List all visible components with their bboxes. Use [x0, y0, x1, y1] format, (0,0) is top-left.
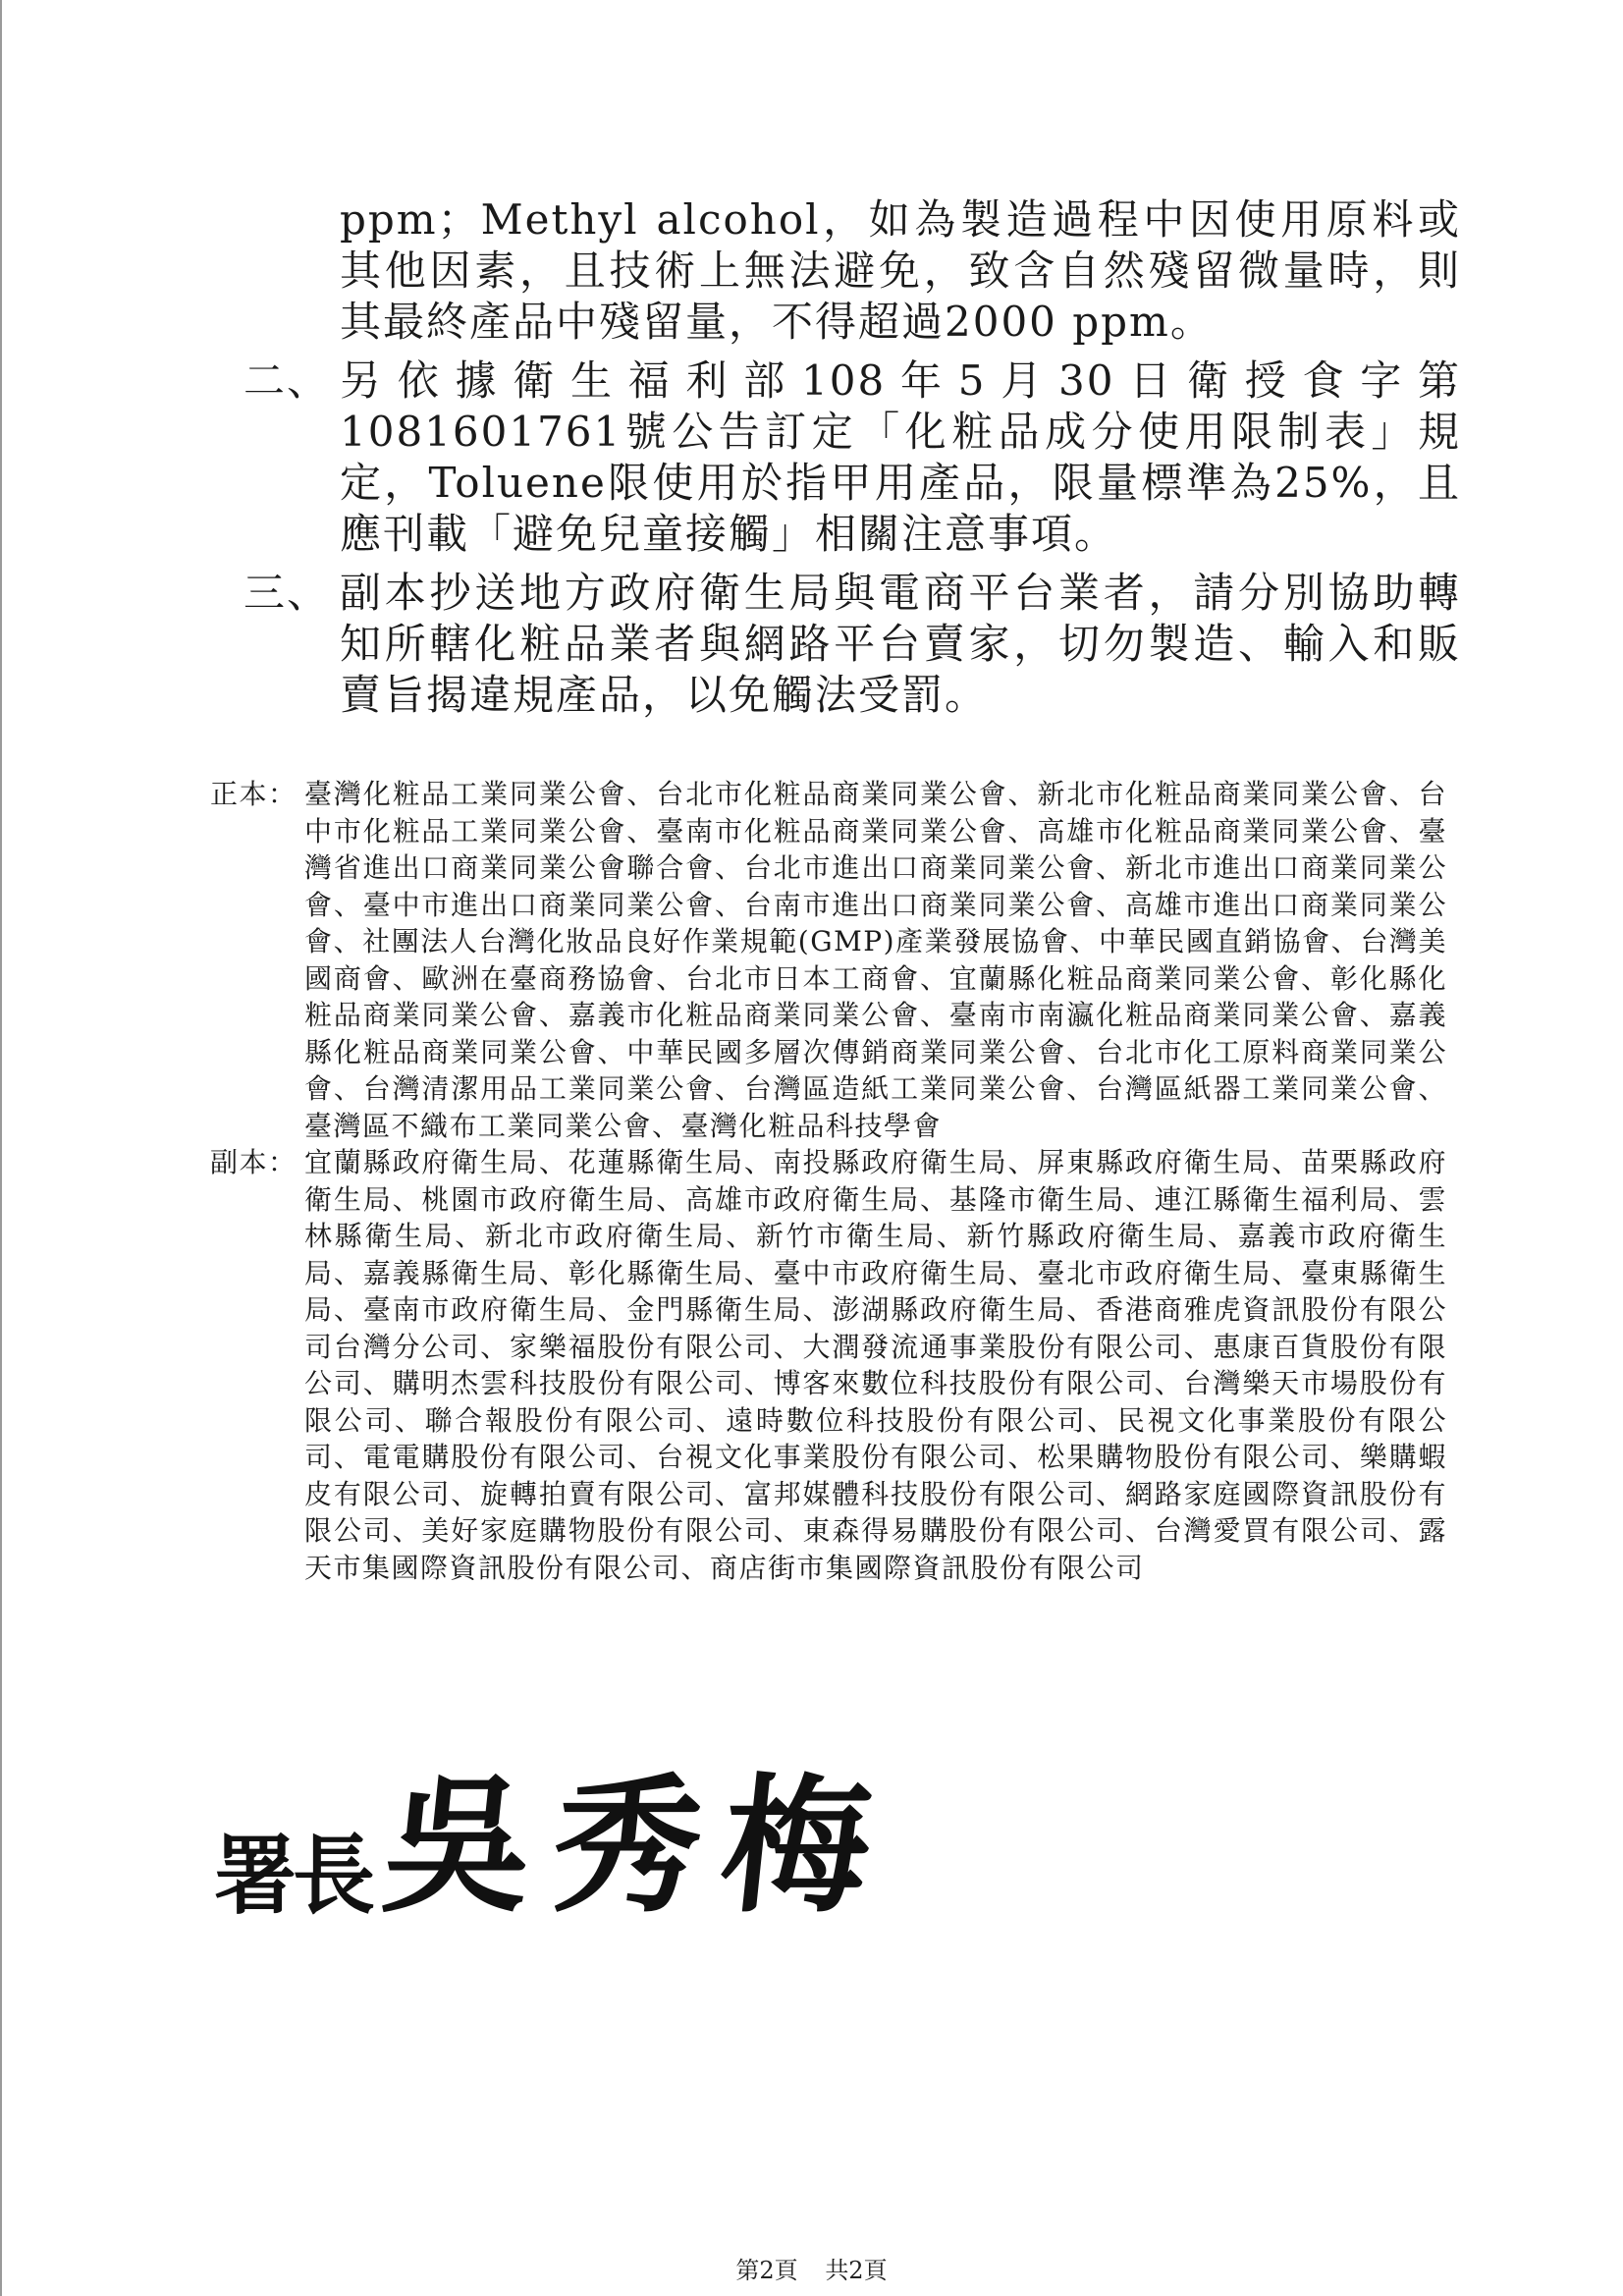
recipients-section — [210, 776, 1447, 1586]
item-text: 另依據衛生福利部108年5月30日衛授食字第1081601761號公告訂定「化粧品成分使用限制表」規定，Toluene限使用於指甲用產品，限量標準為25%，且應刊載「避免兒童接觸」相關注意事項。 — [340, 356, 1461, 558]
signature-name: 吳秀梅 — [375, 1760, 901, 1933]
page-number: 第2頁 — [735, 2257, 798, 2284]
item-number: 二、 — [243, 356, 331, 405]
signature-title: 署長 — [214, 1824, 372, 1927]
copy-recipients — [210, 1144, 1447, 1586]
page-total: 共2頁 — [825, 2257, 888, 2284]
primary-recipients-list: 臺灣化粧品工業同業公會、台北市化粧品商業同業公會、新北市化粧品商業同業公會、台中市化粧品工業同業公會、臺南市化粧品商業同業公會、高雄市化粧品商業同業公會、臺灣省進出口商業同業公會聯合會、台北市進出口商業同業公會、新北市進出口商業同業公會、臺中市進出口商業同業公會、台南市進出口商業同業公會、高雄市進出口商業同業公會、社團法人台灣化妝品良好作業規範(GMP)產業發展協會、中華民國直銷協會、台灣美國商會、歐洲在臺商務協會、台北市日本工商會、宜蘭縣化粧品商業同業公會、彰化縣化粧品商業同業公會、嘉義市化粧品商業同業公會、臺南市南瀛化粧品商業同業公會、嘉義縣化粧品商業同業公會、中華民國多層次傳銷商業同業公會、台北市化工原料商業同業公會、台灣清潔用品工業同業公會、台灣區造紙工業同業公會、台灣區紙器工業同業公會、臺灣區不織布工業同業公會、臺灣化粧品科技學會 — [304, 778, 1447, 1142]
item-text: 副本抄送地方政府衛生局與電商平台業者，請分別協助轉知所轄化粧品業者與網路平台賣家，切勿製造、輸入和販賣旨揭違規產品，以免觸法受罰。 — [340, 569, 1461, 719]
continuation-paragraph: ppm；Methyl alcohol，如為製造過程中因使用原料或其他因素，且技術上無法避免，致含自然殘留微量時，則其最終產品中殘留量，不得超過2000 ppm。 — [340, 195, 1461, 346]
primary-recipients-label: 正本： — [210, 778, 298, 810]
copy-recipients-label: 副本： — [210, 1146, 298, 1178]
page-footer — [0, 2257, 1623, 2284]
copy-recipients-list: 宜蘭縣政府衛生局、花蓮縣衛生局、南投縣政府衛生局、屏東縣政府衛生局、苗栗縣政府衛生局、桃園市政府衛生局、高雄市政府衛生局、基隆市衛生局、連江縣衛生福利局、雲林縣衛生局、新北市政府衛生局、新竹市衛生局、新竹縣政府衛生局、嘉義市政府衛生局、嘉義縣衛生局、彰化縣衛生局、臺中市政府衛生局、臺北市政府衛生局、臺東縣衛生局、臺南市政府衛生局、金門縣衛生局、澎湖縣政府衛生局、香港商雅虎資訊股份有限公司台灣分公司、家樂福股份有限公司、大潤發流通事業股份有限公司、惠康百貨股份有限公司、購明杰雲科技股份有限公司、博客來數位科技股份有限公司、台灣樂天市場股份有限公司、聯合報股份有限公司、遠時數位科技股份有限公司、民視文化事業股份有限公司、電電購股份有限公司、台視文化事業股份有限公司、松果購物股份有限公司、樂購蝦皮有限公司、旋轉拍賣有限公司、富邦媒體科技股份有限公司、網路家庭國際資訊股份有限公司、美好家庭購物股份有限公司、東森得易購股份有限公司、台灣愛買有限公司、露天市集國際資訊股份有限公司、商店街市集國際資訊股份有限公司 — [304, 1146, 1447, 1584]
item-2 — [243, 355, 1461, 560]
item-3 — [243, 568, 1461, 721]
document-body — [243, 194, 1461, 721]
item-number: 三、 — [243, 569, 331, 617]
scan-edge — [0, 0, 2, 2296]
signature-seal — [214, 1760, 901, 1933]
primary-recipients — [210, 776, 1447, 1144]
